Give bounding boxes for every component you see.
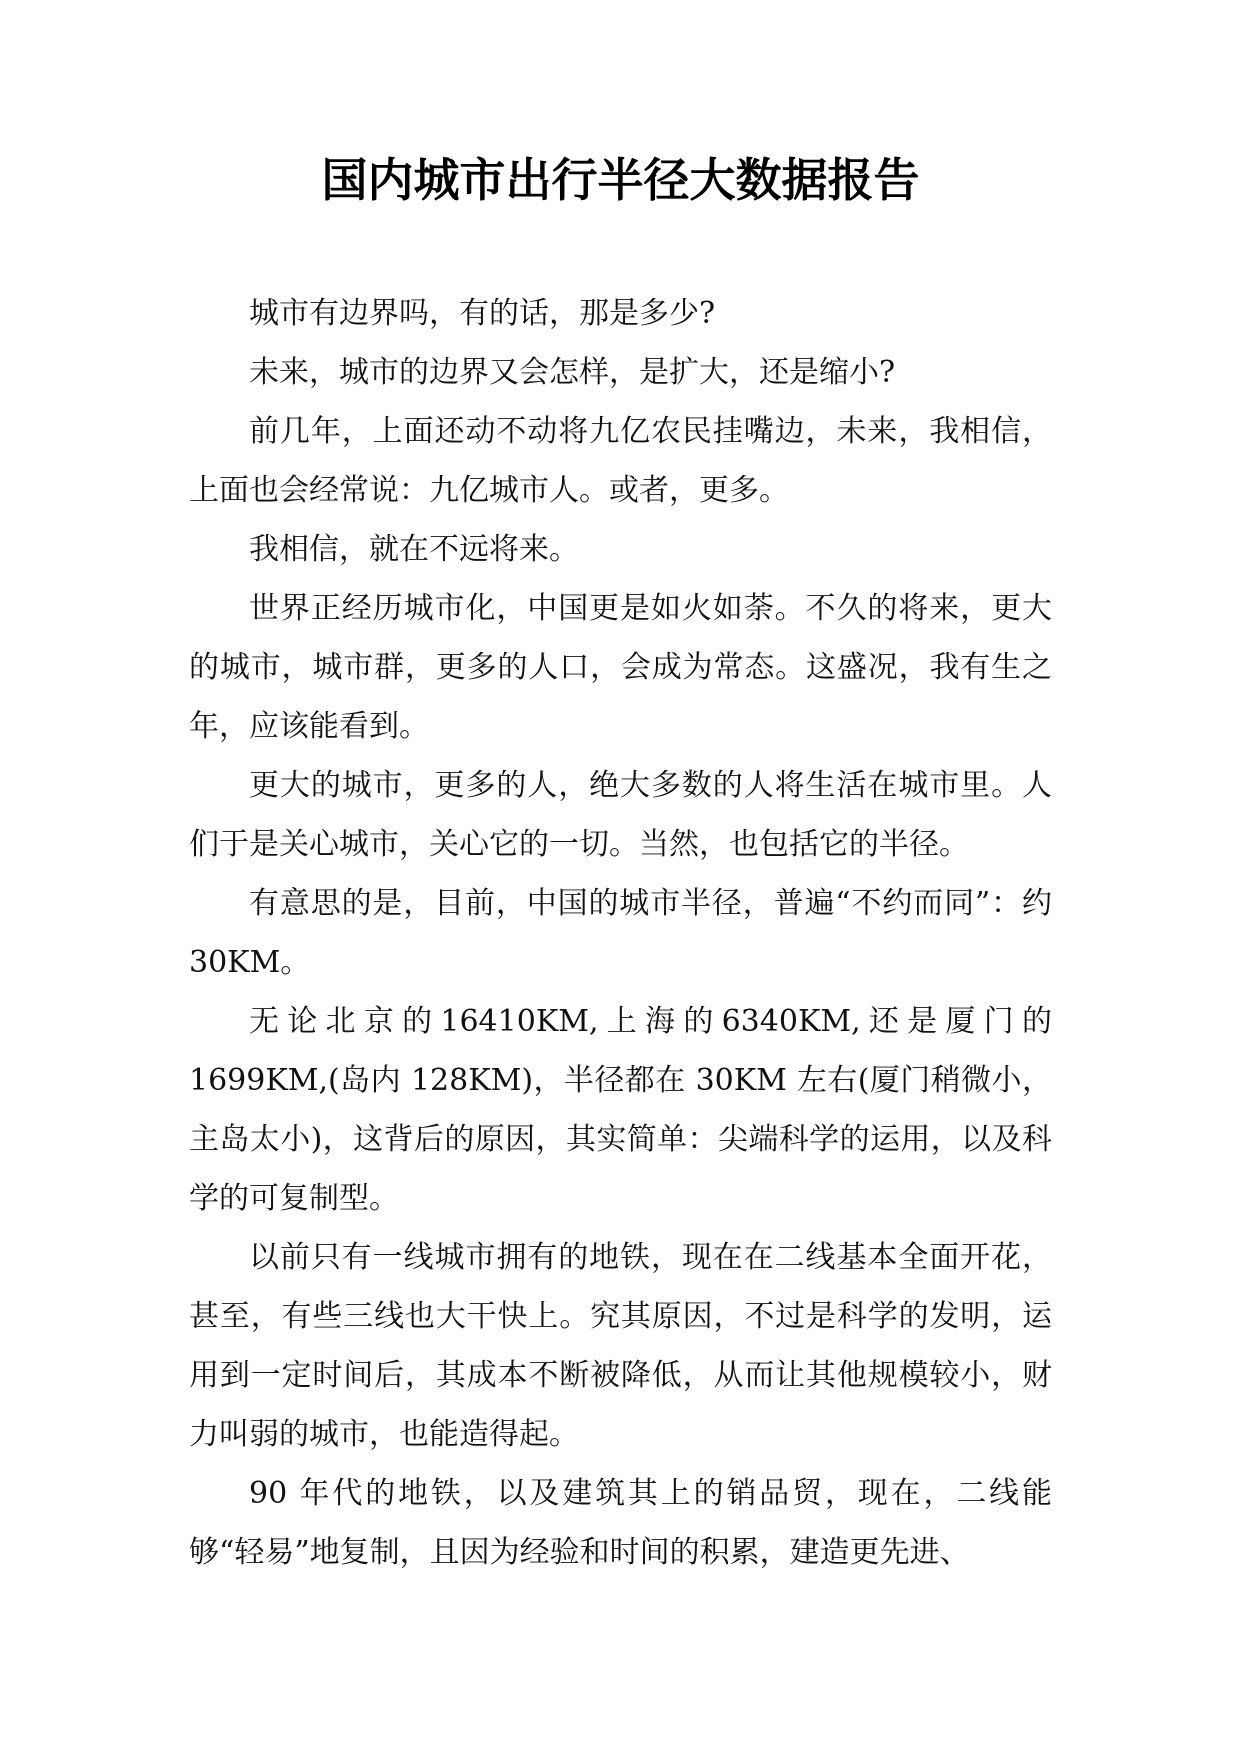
- paragraph: 城市有边界吗，有的话，那是多少?: [249, 296, 716, 331]
- paragraph: 90 年代的地铁，以及建筑其上的销品贸，现在，二线能够“轻易”地复制，且因为经验和时间的积累，建造更先进、: [189, 1476, 1052, 1570]
- paragraph: 以前只有一线城市拥有的地铁，现在在二线基本全面开花，甚至，有些三线也大干快上。究其原因，不过是科学的发明，运用到一定时间后，其成本不断被降低，从而让其他规模较小，财力叫弱的城市，也能造得起。: [189, 1240, 1052, 1452]
- paragraph: 前几年，上面还动不动将九亿农民挂嘴边，未来，我相信，上面也会经常说：九亿城市人。或者，更多。: [189, 414, 1052, 508]
- paragraph: 无论北京的16410KM,上海的6340KM,还是厦门的1699KM,(岛内 128KM)，半径都在 30KM 左右(厦门稍微小，主岛太小)，这背后的原因，其实简单：尖端科学的运用，以及科学的可复制型。: [189, 1004, 1052, 1216]
- document-body: [189, 284, 1052, 1582]
- paragraph: 更大的城市，更多的人，绝大多数的人将生活在城市里。人们于是关心城市，关心它的一切。当然，也包括它的半径。: [189, 768, 1052, 862]
- paragraph: 未来，城市的边界又会怎样，是扩大，还是缩小?: [249, 355, 896, 390]
- paragraph: 世界正经历城市化，中国更是如火如荼。不久的将来，更大的城市，城市群，更多的人口，会成为常态。这盛况，我有生之年，应该能看到。: [189, 591, 1052, 744]
- paragraph: 有意思的是，目前，中国的城市半径，普遍“不约而同”：约 30KM。: [189, 886, 1052, 980]
- document-title: 国内城市出行半径大数据报告: [321, 153, 920, 207]
- paragraph: 我相信，就在不远将来。: [249, 532, 579, 567]
